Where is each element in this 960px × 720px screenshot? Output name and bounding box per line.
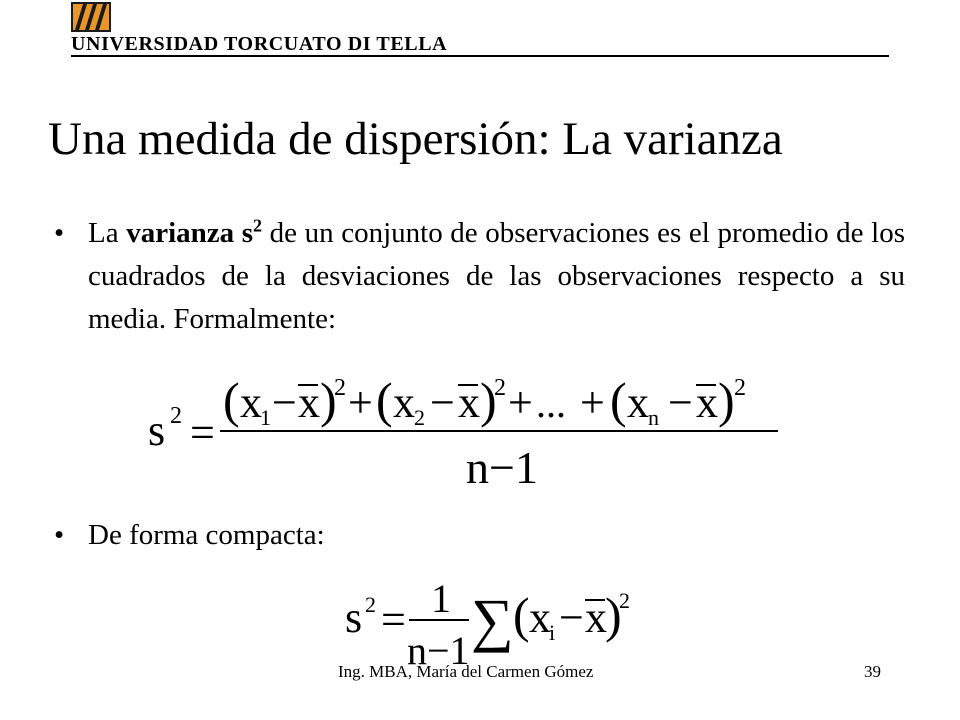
compact-exp: 2 [619,588,630,613]
sigma-icon: ∑ [471,587,514,653]
plus-3: + [580,378,605,427]
compact-equals: = [381,595,406,644]
paren-close: ) [320,372,337,428]
paren-open: ( [223,372,240,428]
term1-mean: x [298,378,320,427]
bullet-list [50,212,905,341]
bullet-text: La varianza $s^2$ de un conjunto de observaciones es el promedio de los cuadrados de la desviaciones de las observaciones respecto a su media. Formalmente: [88,215,906,335]
formula-lhs-exp: 2 [170,403,182,429]
termn-exp: 2 [734,375,746,401]
compact-minus: − [559,593,584,642]
term2-sub: 2 [414,405,425,430]
bullet-icon: • [54,519,65,551]
svg-text:(: ( [376,372,393,428]
formula-denominator: n−1 [466,442,538,493]
compact-numerator: 1 [431,576,451,621]
term2-var: x [393,378,415,427]
term2-exp: 2 [494,375,506,401]
termn-sub: n [648,405,659,430]
page-number: 39 [864,662,881,681]
termn-minus: − [668,378,693,427]
compact-lhs-exp: 2 [365,592,376,617]
svg-text:): ) [480,372,497,428]
bullet-compact [50,514,325,557]
compact-var: x [529,593,551,642]
ellipsis: ... [536,381,566,426]
compact-denominator: n−1 [407,628,470,672]
compact-paren-open: ( [513,587,530,643]
university-logo-icon [71,2,111,32]
formula-lhs: s [148,406,166,455]
plus-2: + [508,378,533,427]
compact-mean: x [585,593,607,642]
bold-term: varianza $s^2$ [126,215,263,249]
compact-variance-formula [345,572,635,672]
plus-1: + [348,378,373,427]
university-name: UNIVERSIDAD TORCUATO DI TELLA [71,33,448,55]
bullet-definition [50,212,905,341]
compact-lhs: s [345,593,363,642]
compact-sub: i [549,620,556,645]
term2-minus: − [430,378,455,427]
header [71,0,889,60]
termn-var: x [627,378,649,427]
term1-var: x [240,378,262,427]
formula-equals: = [190,408,215,457]
slide-title: Una medida de dispersión: La varianza [48,113,783,165]
term2-mean: x [458,378,480,427]
term1-exp: 2 [334,375,346,401]
termn-mean: x [696,378,718,427]
footer-author: Ing. MBA, María del Carmen Gómez [338,662,594,681]
svg-text:(: ( [610,372,627,428]
variance-formula [148,365,788,495]
bullet-icon: • [54,217,65,249]
compact-paren-close: ) [605,587,622,643]
header-divider [71,55,889,57]
svg-text:): ) [718,372,735,428]
term1-sub: 1 [260,405,271,430]
bullet-text: De forma compacta: [88,519,325,551]
term1-minus: − [272,378,297,427]
